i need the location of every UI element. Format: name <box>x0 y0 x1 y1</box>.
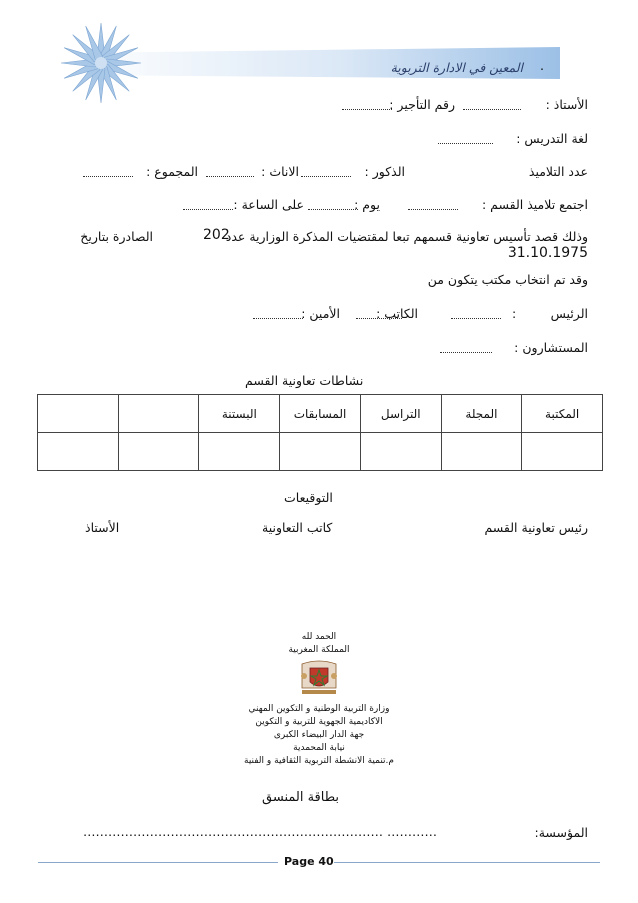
activities-title: نشاطات تعاونية القسم <box>245 373 364 388</box>
activity-cell[interactable] <box>280 433 361 471</box>
hour-label: على الساعة : <box>233 197 304 212</box>
card-title: بطاقة المنسق <box>262 790 340 805</box>
activity-header: التراسل <box>360 395 441 433</box>
signature-president: رئيس تعاونية القسم <box>484 520 588 535</box>
memo-number: 202 <box>203 227 230 243</box>
activity-header: المجلة <box>441 395 522 433</box>
seal-line6: نيابة المحمدية <box>293 743 345 753</box>
language-field[interactable] <box>438 142 493 144</box>
memo-date: 31.10.1975 <box>507 245 588 261</box>
language-label: لغة التدريس : <box>516 131 588 146</box>
activity-cell[interactable] <box>118 433 199 471</box>
activity-cell[interactable] <box>441 433 522 471</box>
registration-field[interactable] <box>342 108 392 110</box>
activity-header: المكتبة <box>522 395 603 433</box>
purpose-text: وذلك قصد تأسيس تعاونية قسمهم تبعا لمقتضيات المذكرة الوزارية عدد <box>225 229 588 244</box>
females-label: الاناث : <box>261 164 299 179</box>
election-text: وقد تم انتخاب مكتب يتكون من <box>427 272 588 287</box>
page-number: Page 40 <box>284 855 334 868</box>
activity-cell[interactable] <box>38 433 119 471</box>
seal-line7: م.تنمية الانشطة التربوية الثقافية و الفنية <box>244 756 394 766</box>
treasurer-field[interactable] <box>253 317 303 319</box>
advisors-label: المستشارون : <box>514 340 588 355</box>
president-label: الرئيس <box>550 306 588 321</box>
meeting-label: اجتمع تلاميذ القسم : <box>481 197 588 212</box>
seal-line5: جهة الدار البيضاء الكبرى <box>273 730 365 740</box>
issued-label: الصادرة بتاريخ <box>80 229 153 244</box>
advisors-field[interactable] <box>440 351 492 353</box>
seal-line1: الحمد لله <box>301 632 337 642</box>
total-field[interactable] <box>83 175 133 177</box>
banner-title: المعين في الادارة التربوية <box>390 60 523 75</box>
activities-table <box>37 394 603 471</box>
banner-dot: . <box>540 58 544 73</box>
day-field[interactable] <box>308 208 358 210</box>
institution-label: المؤسسة: <box>534 825 588 840</box>
activity-cell[interactable] <box>360 433 441 471</box>
hour-field[interactable] <box>183 208 233 210</box>
secretary-label: الكاتب : <box>376 306 418 321</box>
seal-line3: وزارة التربية الوطنية و التكوين المهني <box>248 704 390 714</box>
institution-field[interactable]: ……………………………………………………………… ………… <box>83 824 437 839</box>
meeting-field[interactable] <box>408 208 458 210</box>
president-field[interactable] <box>451 317 501 319</box>
day-label: يوم : <box>354 197 380 212</box>
females-field[interactable] <box>206 175 254 177</box>
flower-star-icon <box>60 22 142 104</box>
activity-cell[interactable] <box>522 433 603 471</box>
teacher-field[interactable] <box>463 108 521 110</box>
treasurer-label: الأمين : <box>301 306 340 321</box>
students-count-label: عدد التلاميذ <box>528 164 588 179</box>
seal-line2: المملكة المغربية <box>288 645 350 655</box>
activity-cell[interactable] <box>199 433 280 471</box>
activity-header: البستنة <box>199 395 280 433</box>
registration-label: رقم التأجير : <box>389 97 455 112</box>
president-colon: : <box>512 306 517 321</box>
footer-line-left <box>38 862 278 863</box>
secretary-field[interactable] <box>356 317 402 319</box>
signatures-title: التوقيعات <box>284 490 333 505</box>
total-label: المجموع : <box>146 164 198 179</box>
activity-header: المسابقات <box>280 395 361 433</box>
activity-header <box>118 395 199 433</box>
coat-of-arms-icon <box>296 658 342 698</box>
males-field[interactable] <box>301 175 351 177</box>
signature-teacher: الأستاذ <box>85 520 120 535</box>
males-label: الذكور : <box>364 164 405 179</box>
seal-line4: الاكاديمية الجهوية للتربية و التكوين <box>255 717 383 727</box>
footer-line-right <box>334 862 600 863</box>
signature-secretary: كاتب التعاونية <box>262 520 333 535</box>
activity-header <box>38 395 119 433</box>
teacher-label: الأستاذ : <box>545 97 588 112</box>
